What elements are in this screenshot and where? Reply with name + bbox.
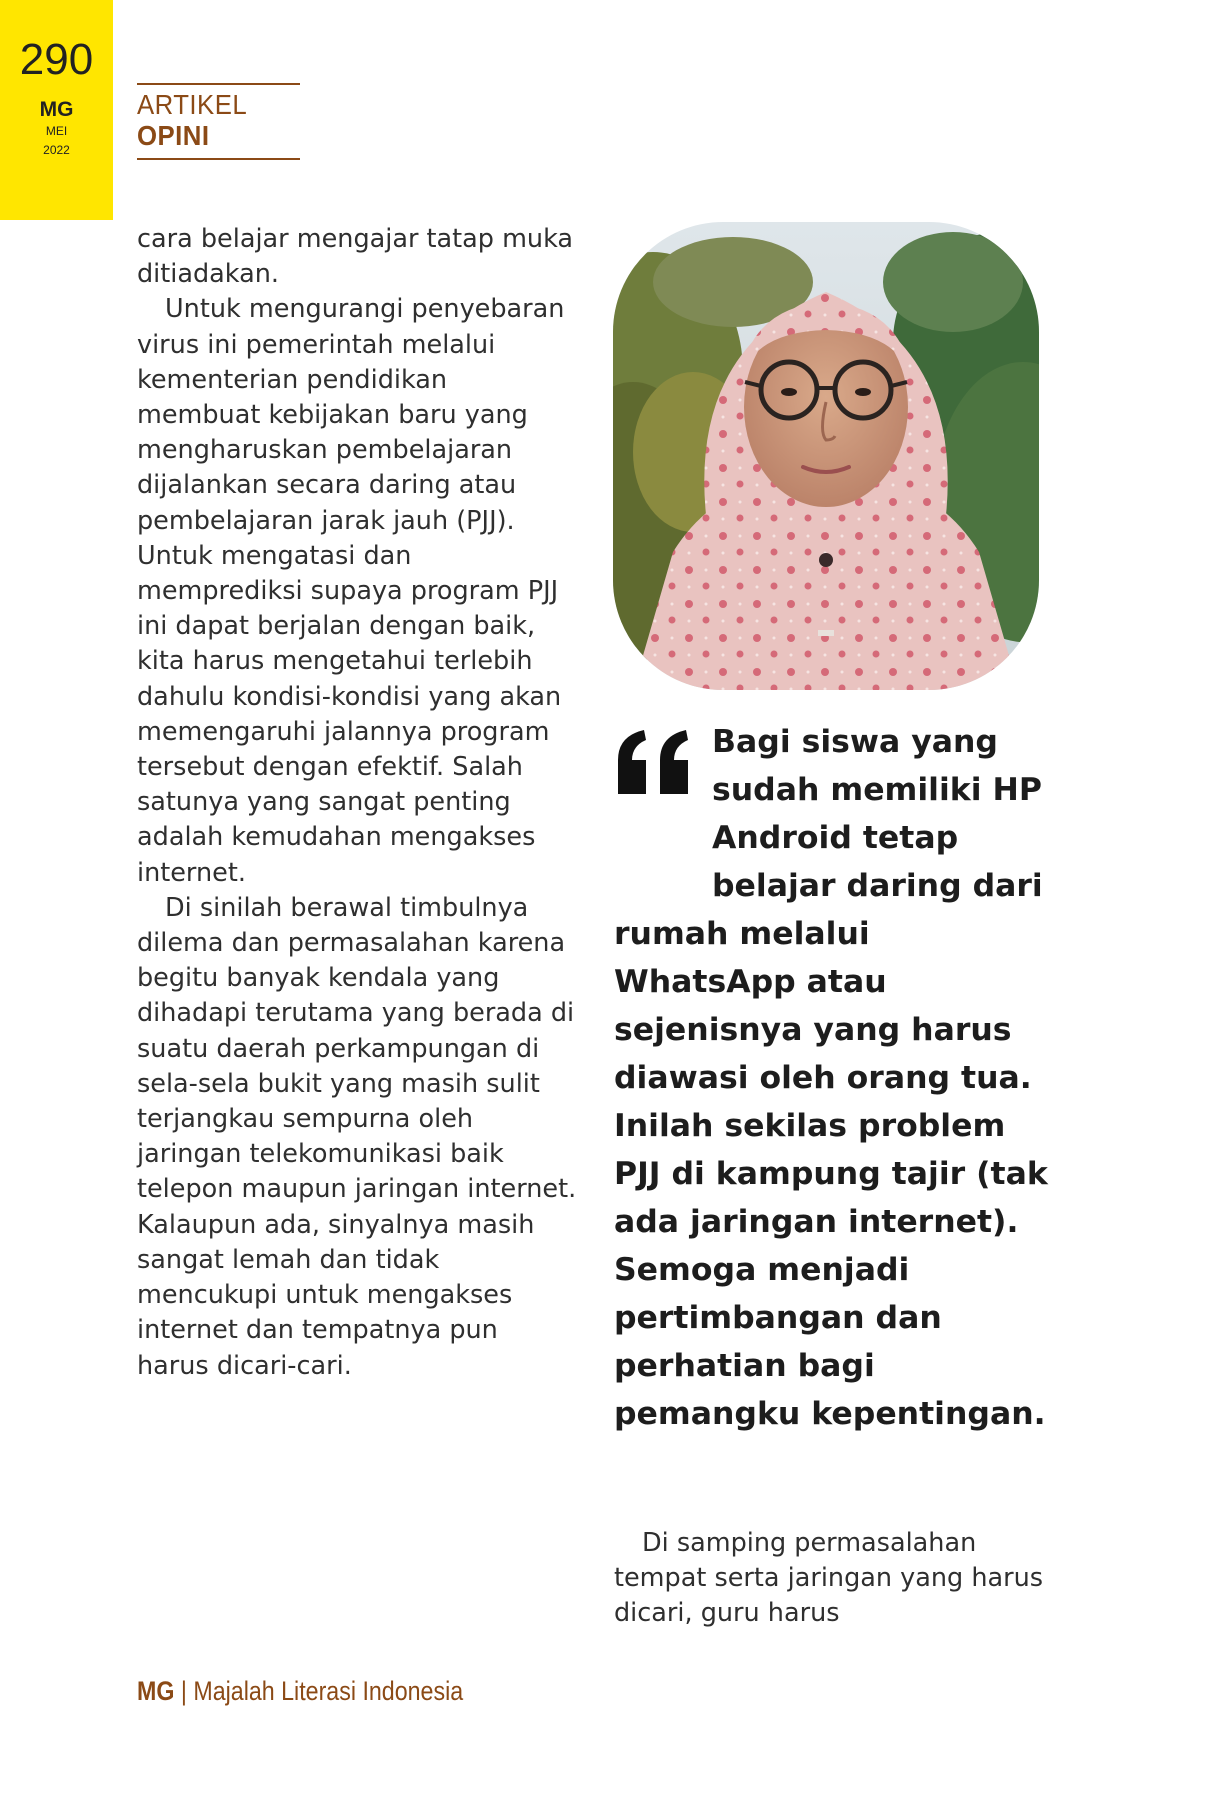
body-column-left [137, 222, 577, 1384]
footer-separator: | [180, 1676, 187, 1706]
page-footer [137, 1676, 463, 1707]
author-portrait [613, 222, 1039, 690]
body-column-right: Di samping permasalahan tempat serta jaringan yang harus dicari, guru harus [614, 1528, 1044, 1629]
tab-year: 2022 [43, 143, 70, 157]
pull-quote [614, 718, 1054, 1438]
body-paragraph-1: cara belajar mengajar tatap muka ditiadakan. [137, 224, 574, 290]
body-paragraph-3: Di sinilah berawal timbulnya dilema dan permasalahan karena begitu banyak kendala yang dihadapi terutama yang berada di suatu daerah perkampungan di sela-sela bukit yang masih sulit terjangkau sempurna oleh jaringan telekomunikasi baik telepon maupun jaringan internet. Kalaupun ada, sinyalnya masih sangat lemah dan tidak mencukupi untuk mengakses internet dan tempatnya pun harus dicari-cari. [137, 892, 577, 1381]
footer-publication: Majalah Literasi Indonesia [193, 1676, 464, 1706]
tab-brand: MG [39, 98, 74, 121]
tab-month: MEI [45, 124, 68, 138]
section-rule-bottom [137, 158, 300, 160]
body-paragraph-2: Untuk mengurangi penyebaran virus ini pemerintah melalui kementerian pendidikan membuat kebijakan baru yang mengharuskan pembelajaran dijalankan secara daring atau pembelajaran jarak jauh (PJJ). Untuk mengatasi dan memprediksi supaya program PJJ ini dapat berjalan dengan baik, kita harus mengetahui terlebih dahulu kondisi-kondisi yang akan memengaruhi jalannya program tersebut dengan efektif. Salah satunya yang sangat penting adalah kemudahan mengakses internet. [137, 294, 565, 888]
pull-quote-text: Bagi siswa yang sudah memiliki HP Android tetap belajar daring dari rumah melalui WhatsApp atau sejenisnya yang harus diawasi oleh orang tua. Inilah sekilas problem PJJ di kampung tajir (tak ada jaringan internet). Semoga menjadi pertimbangan dan perhatian bagi pemangku kepentingan. [614, 724, 1048, 1432]
page-number: 290 [19, 35, 94, 84]
section-rule-top [137, 83, 300, 85]
section-label: ARTIKEL [137, 89, 248, 120]
section-sublabel: OPINI [137, 120, 210, 151]
footer-brand: MG [137, 1676, 175, 1706]
